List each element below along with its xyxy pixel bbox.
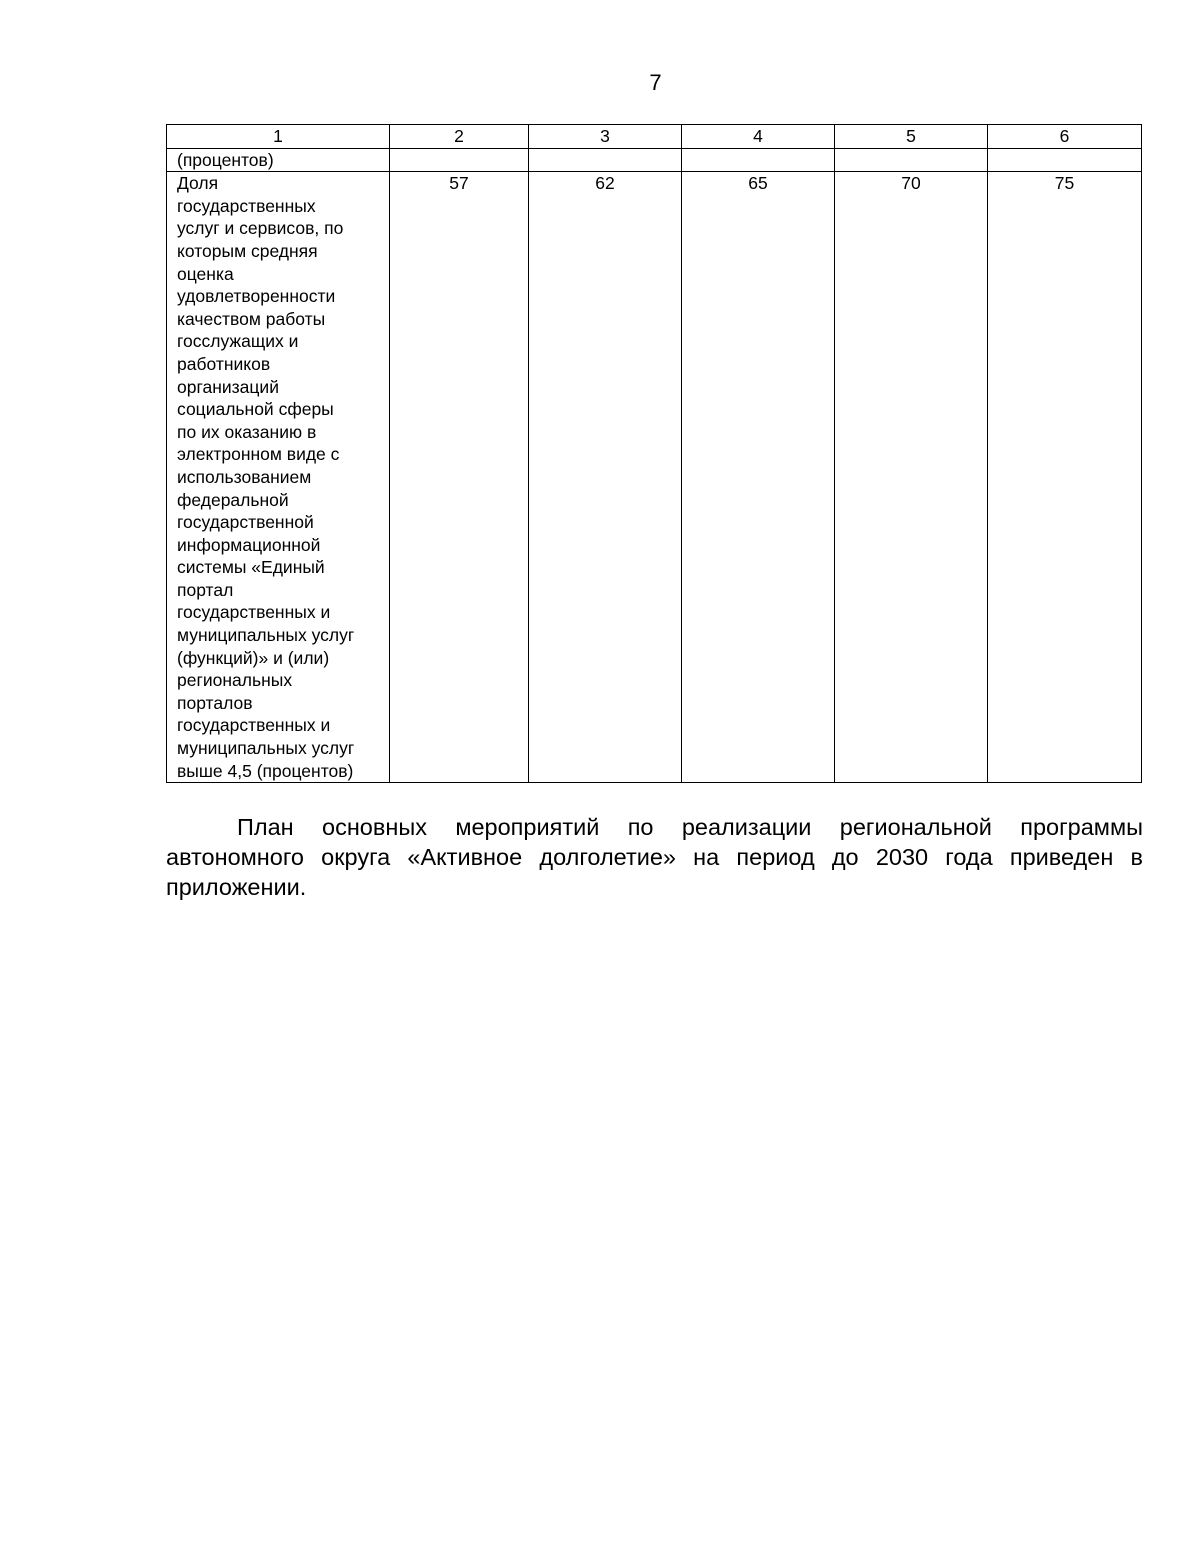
row-label-line: муниципальных услуг — [177, 738, 355, 759]
table-cell — [529, 148, 682, 172]
row-label-line: системы «Единый — [177, 557, 325, 578]
row-label-line: выше 4,5 (процентов) — [177, 760, 354, 781]
column-header: 2 — [390, 125, 529, 149]
row-label-line: государственных и — [177, 715, 331, 736]
page-number: 7 — [649, 70, 662, 95]
table-row — [167, 172, 1142, 783]
table-cell: 62 — [529, 172, 682, 783]
table-cell — [988, 148, 1142, 172]
row-label-line: федеральной — [177, 489, 289, 510]
row-label-line: оценка — [177, 263, 234, 284]
row-label-line: использованием — [177, 466, 312, 487]
row-label — [167, 172, 390, 783]
row-label-line: портал — [177, 579, 234, 600]
row-label-line: удовлетворенности — [177, 286, 336, 307]
body-paragraph: План основных мероприятий по реализации региональной программы автономного округа «Активное долголетие» на период до 2030 года приведен в приложении. — [166, 814, 1143, 900]
row-label-line: по их оказанию в — [177, 421, 317, 442]
table-header-row — [167, 125, 1142, 149]
row-label-line: работников — [177, 353, 271, 374]
row-label-line: электронном виде с — [177, 444, 340, 465]
indicator-table — [166, 124, 1142, 783]
row-label-line: информационной — [177, 534, 321, 555]
row-label-line: услуг и сервисов, по — [177, 218, 344, 239]
row-label-line: качеством работы — [177, 308, 326, 329]
table-cell: 57 — [390, 172, 529, 783]
table-cell — [835, 148, 988, 172]
row-label-line: государственных — [177, 195, 316, 216]
row-label-line: государственной — [177, 512, 314, 533]
table-cell: 70 — [835, 172, 988, 783]
table-row — [167, 148, 1142, 172]
row-label-line: госслужащих и — [177, 331, 299, 352]
column-header: 6 — [988, 125, 1142, 149]
column-header: 3 — [529, 125, 682, 149]
row-label-line: (функций)» и (или) — [177, 647, 330, 668]
column-header: 5 — [835, 125, 988, 149]
row-label-line: порталов — [177, 692, 253, 713]
column-header: 1 — [167, 125, 390, 149]
column-header: 4 — [682, 125, 835, 149]
row-label-line: государственных и — [177, 602, 331, 623]
row-label: (процентов) — [167, 148, 390, 172]
row-label-line: Доля — [177, 173, 219, 194]
row-label-line: социальной сферы — [177, 399, 334, 420]
table-cell: 75 — [988, 172, 1142, 783]
row-label-line: муниципальных услуг — [177, 625, 355, 646]
row-label-line: организаций — [177, 376, 279, 397]
row-label-line: региональных — [177, 670, 293, 691]
row-label-line: которым средняя — [177, 240, 318, 261]
table-cell: 65 — [682, 172, 835, 783]
table-cell — [390, 148, 529, 172]
table-cell — [682, 148, 835, 172]
